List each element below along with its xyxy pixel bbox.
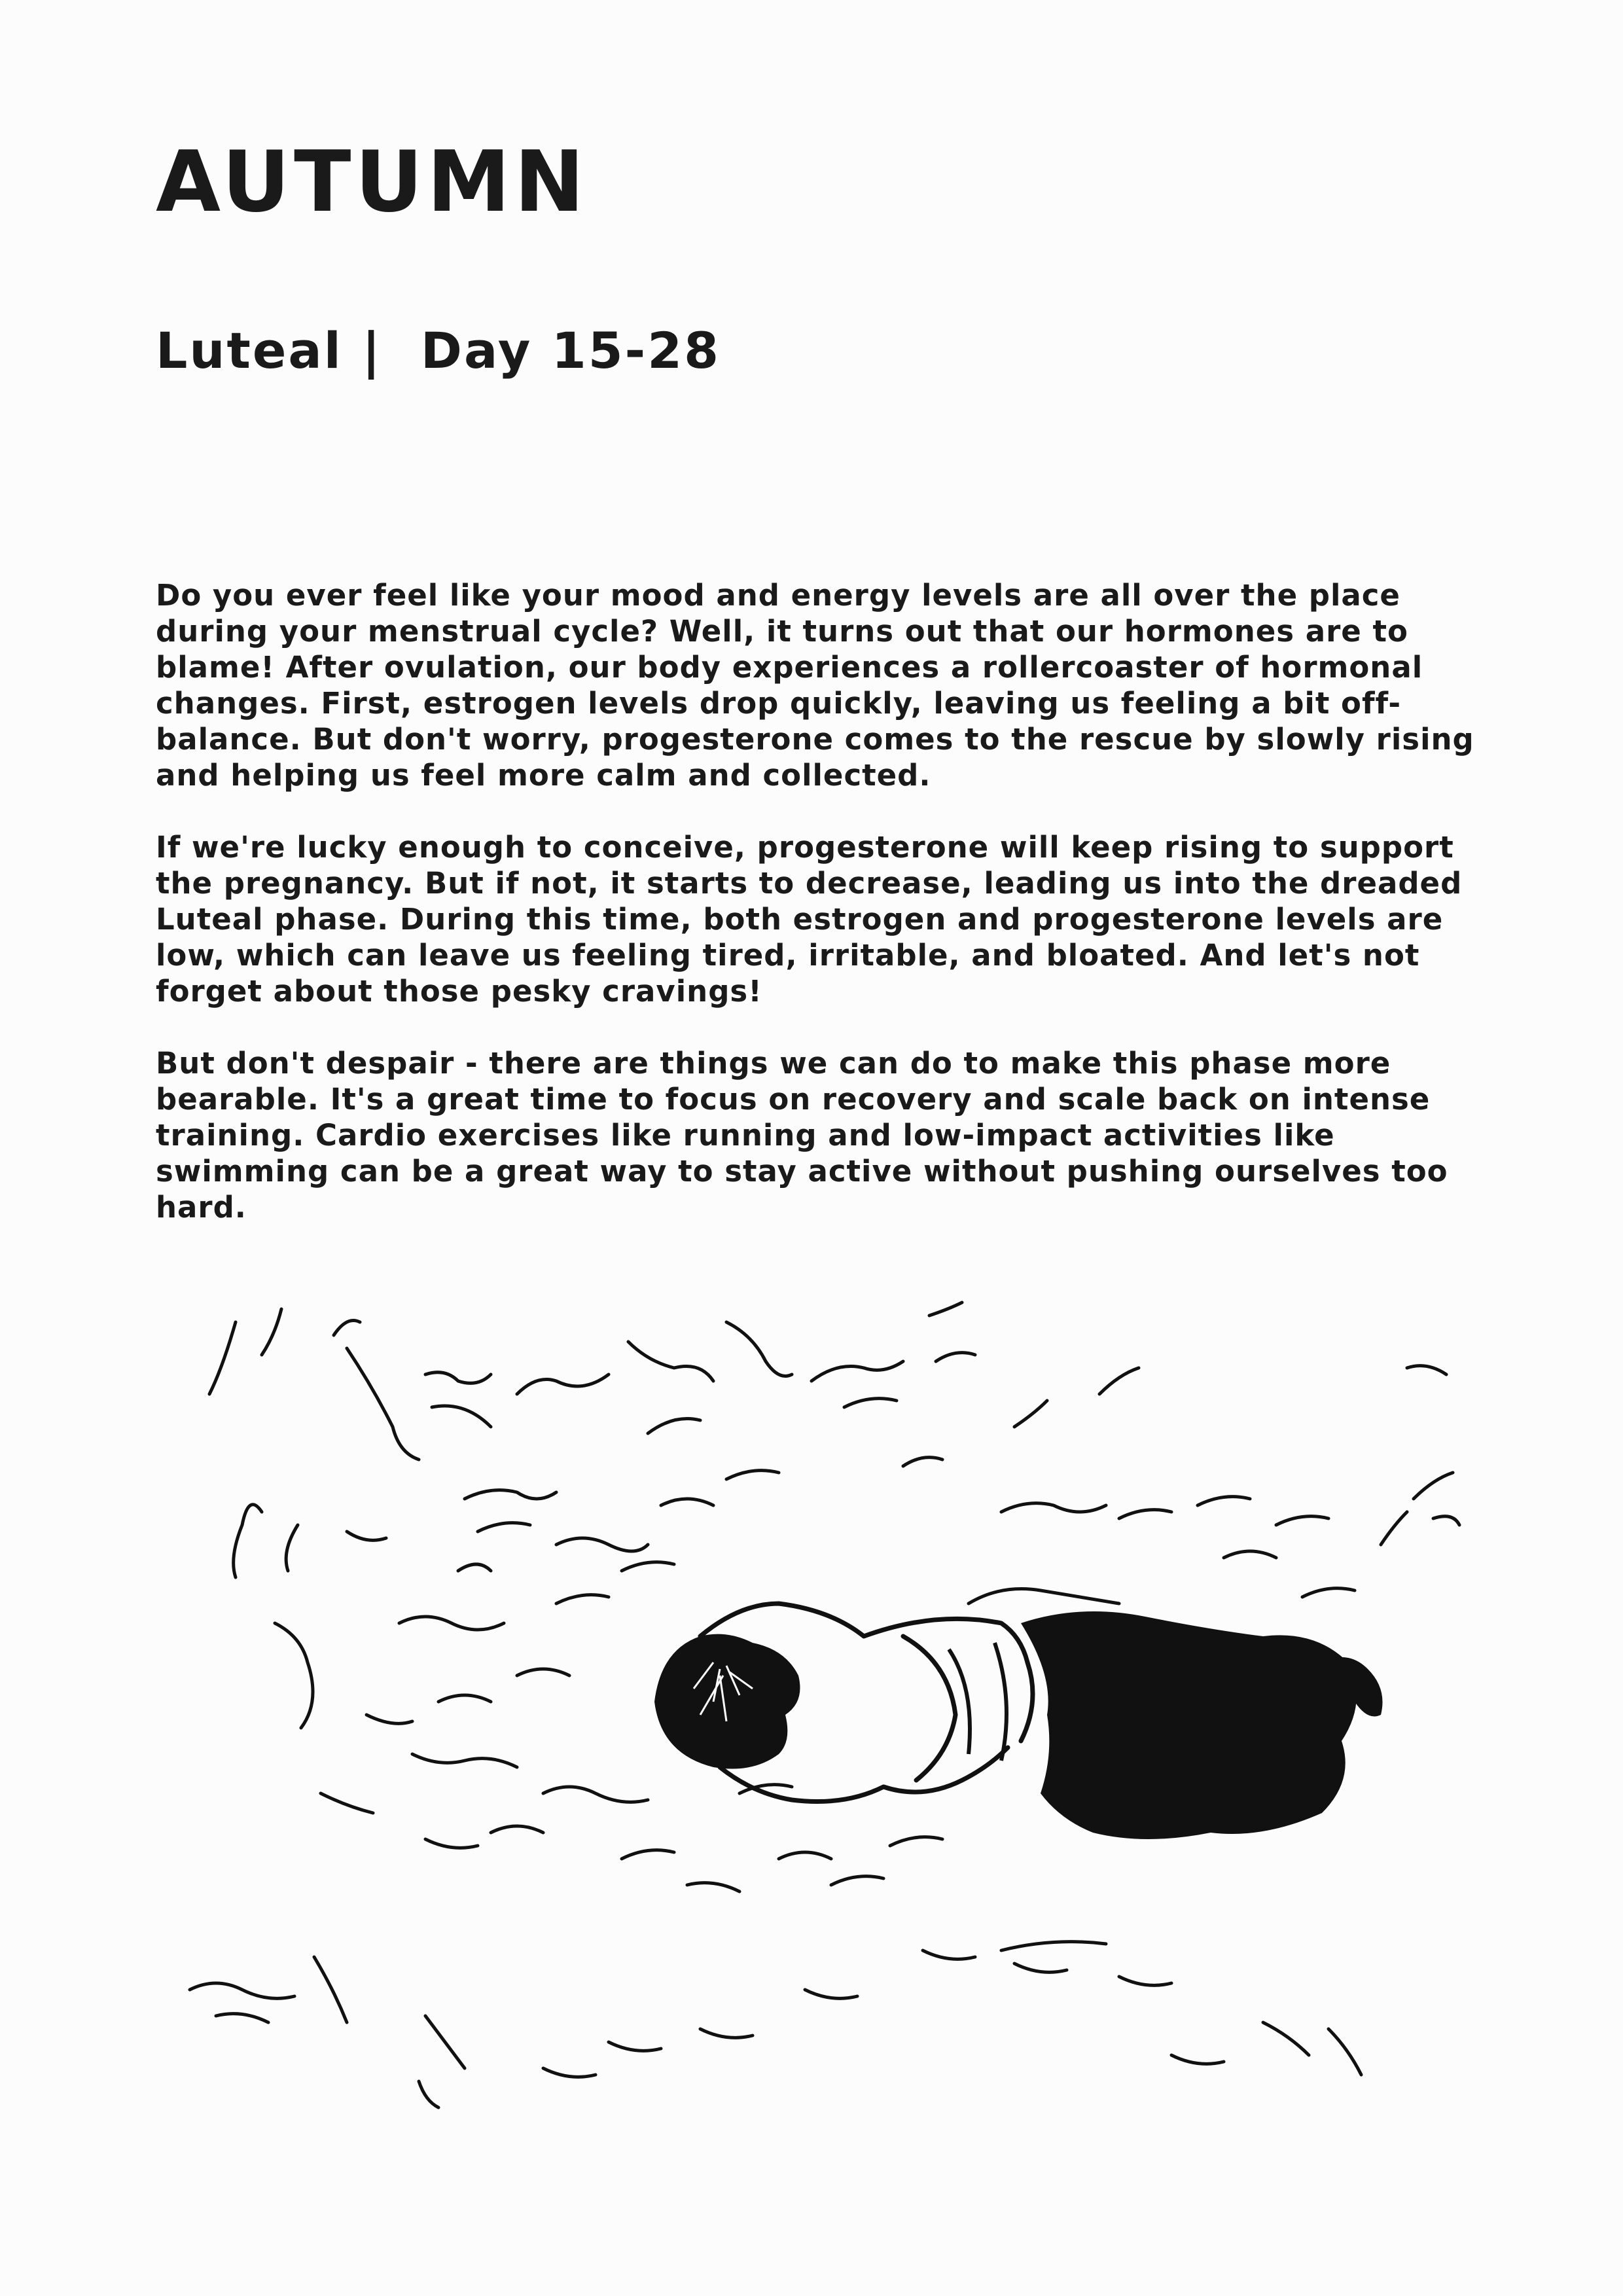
swimmer-head xyxy=(654,1634,800,1769)
swim-suit-band xyxy=(949,1643,1007,1761)
paragraph: Do you ever feel like your mood and energy levels are all over the place during your menstrual cycle? Well, it turns out that our hormones are to blame! After ovulation, our body experiences a rollercoaster of hormonal changes. First, estrogen levels drop quickly, leaving us feeling a bit off-balance. But don't worry, progesterone comes to the rescue by slowly rising and helping us feel more calm and collected. xyxy=(156,578,1474,793)
page-subtitle: Luteal | Day 15-28 xyxy=(156,321,721,380)
paragraph: But don't despair - there are things we can do to make this phase more bearable. It's a great time to focus on recovery and scale back on intense training. Cardio exercises like running and low-impact activities like swimming can be a great way to stay active without pushing ourselves too hard. xyxy=(156,1046,1448,1225)
page-title: AUTUMN xyxy=(156,134,588,231)
swimmer-illustration xyxy=(151,1296,1472,2121)
swimmer-drawing xyxy=(151,1296,1472,2121)
body-text xyxy=(156,577,1491,1261)
swimmer-hair-texture xyxy=(1021,1611,1383,1839)
paragraph: If we're lucky enough to conceive, progesterone will keep rising to support the pregnancy. But if not, it starts to decrease, leading us into the dreaded Luteal phase. During this time, both estrogen and progesterone levels are low, which can leave us feeling tired, irritable, and bloated. And let's not forget about those pesky cravings! xyxy=(156,830,1463,1009)
